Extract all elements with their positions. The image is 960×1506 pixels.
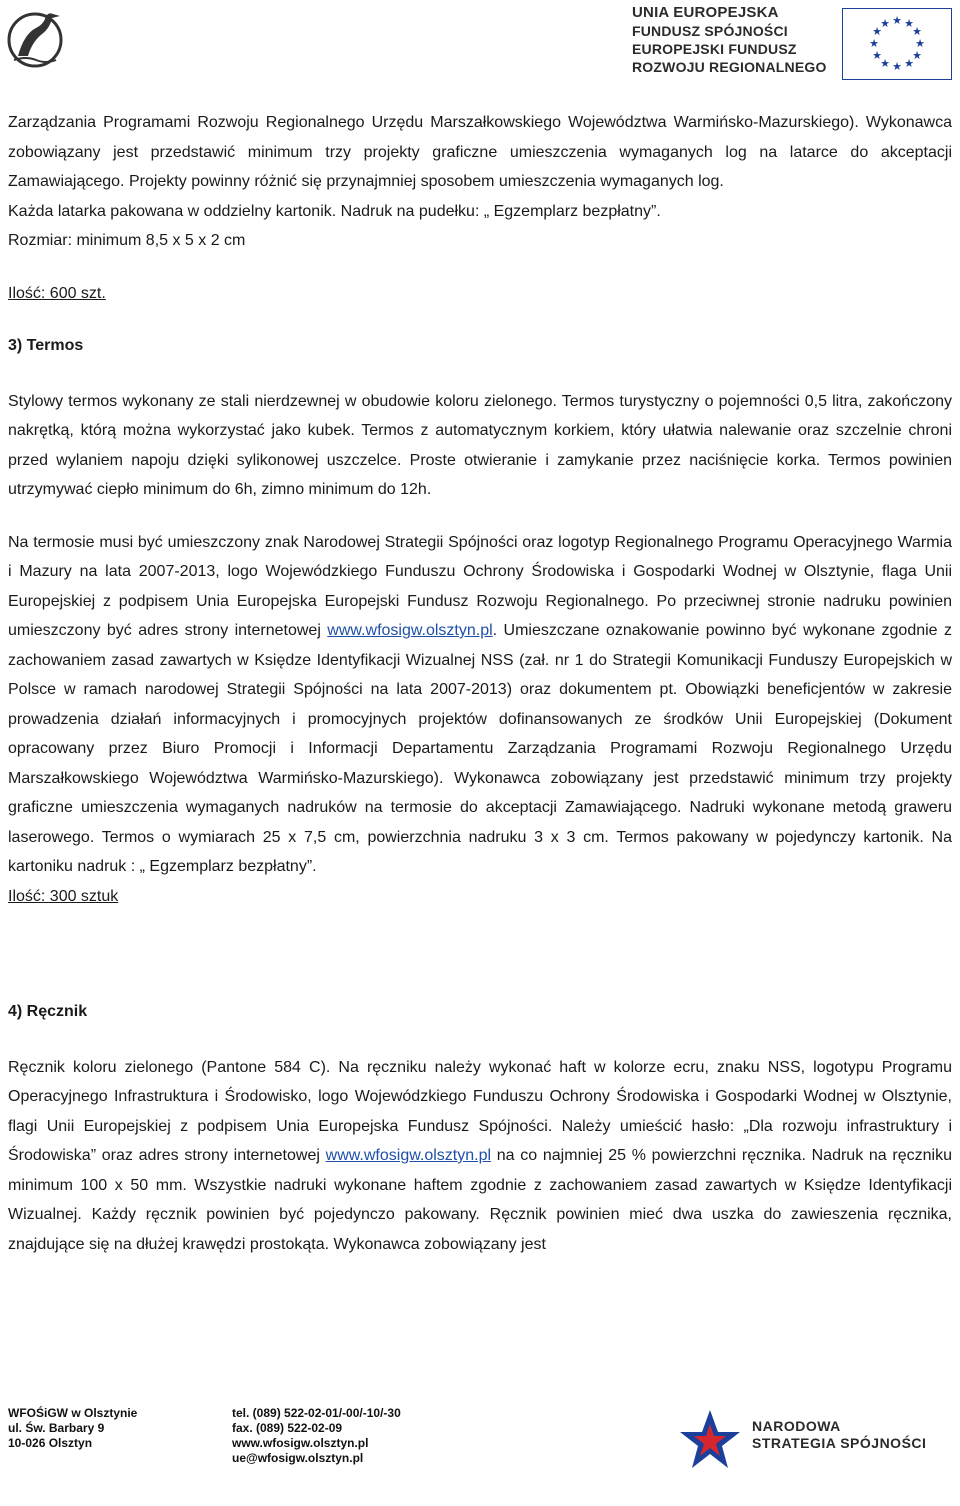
footer-line: 10-026 Olsztyn xyxy=(8,1436,93,1450)
quantity-latarka: Ilość: 600 szt. xyxy=(8,284,106,302)
quantity-termos: Ilość: 300 sztuk xyxy=(8,887,119,905)
eu-line: ROZWOJU REGIONALNEGO xyxy=(632,59,827,75)
paragraph-termos-description: Stylowy termos wykonany ze stali nierdzewnej w obudowie koloru zielonego. Termos turystyczny o pojemności 0,5 litra, zakończony nakrętką, którą można wykorzystać jako kubek. Termos z automatycznym korkiem, który ułatwia nalewanie oraz szczelnie chroni przed wylaniem napoju dzięki sylikonowej uszczelce. Proste otwieranie i zamykanie przez naciśnięcie korka. Termos powinien utrzymywać ciepło minimum do 6h, zimno minimum do 12h. xyxy=(8,392,952,498)
footer-line: ul. Św. Barbary 9 xyxy=(8,1421,105,1435)
paragraph-latarka-packaging: Każda latarka pakowana w oddzielny kartonik. Nadruk na pudełku: „ Egzemplarz bezpłatny”. xyxy=(8,202,661,220)
paragraph-termos-marking xyxy=(8,528,952,882)
svg-text:★: ★ xyxy=(880,17,890,30)
paragraph-latarka-logos: Zarządzania Programami Rozwoju Regionalnego Urzędu Marszałkowskiego Województwa Warmińsko-Mazurskiego). Wykonawca zobowiązany jest przedstawić minimum trzy projekty graficzne umieszczenia wymaganych log na latarce do akceptacji Zamawiającego. Projekty powinny różnić się przynajmniej sposobem umieszczenia wymaganych log. xyxy=(8,114,952,190)
footer-address xyxy=(8,1406,137,1451)
nss-logo-icon xyxy=(680,1406,740,1476)
paragraph-text: . Umieszczane oznakowanie powinno być wykonane zgodnie z zachowaniem zasad zawartych w Księdze Identyfikacji Wizualnej NSS (zał. nr 1 do Strategii Komunikacji Funduszy Europejskich w Polsce w ramach narodowej Strategii Spójności na lata 2007-2013) oraz dokumentem pt. Obowiązki beneficjentów w zakresie prowadzenia działań informacyjnych i promocyjnych projektów dofinansowanych ze środków Unii Europejskiej (Dokument opracowany przez Biuro Promocji i Informacji Departamentu Zarządzania Programami Rozwoju Regionalnego Urzędu Marszałkowskiego Województwa Warmińsko-Mazurskiego). Wykonawca zobowiązany jest przedstawić minimum trzy projekty graficzne umieszczenia wymaganych nadruków na termosie do akceptacji Zamawiającego. Nadruki wykonane metodą graweru laserowego. Termos o wymiarach 25 x 7,5 cm, powierzchnia nadruku 3 x 3 cm. Termos pakowany w pojedynczy kartonik. Na kartoniku nadruk : „ Egzemplarz bezpłatny”. xyxy=(8,622,952,875)
svg-text:★: ★ xyxy=(912,49,922,62)
paragraph-recznik xyxy=(8,1053,952,1260)
footer-line: WFOŚiGW w Olsztynie xyxy=(8,1406,138,1420)
svg-text:★: ★ xyxy=(872,49,882,62)
document-body xyxy=(8,108,952,1259)
eu-line: FUNDUSZ SPÓJNOŚCI xyxy=(632,23,788,39)
website-link[interactable]: www.wfosigw.olsztyn.pl xyxy=(327,622,493,639)
page-header xyxy=(0,0,960,90)
footer-contact xyxy=(232,1406,401,1466)
website-link[interactable]: www.wfosigw.olsztyn.pl xyxy=(325,1147,492,1164)
paragraph-text: na co najmniej 25 % powierzchni ręcznika. Nadruk na ręczniku minimum 100 x 50 mm. Wszystkie nadruki wykonane haftem zgodnie z zachowaniem zasad zawartych w Księdze Identyfikacji Wizualnej. Każdy ręcznik powinien być pojedynczo pakowany. Ręcznik powinien mieć dwa uszka do zawieszenia ręcznika, znajdujące się na dłużej krawędzi prostokąta. Wykonawca zobowiązany jest xyxy=(8,1147,953,1253)
heron-logo-icon xyxy=(6,4,64,76)
eu-line: UNIA EUROPEJSKA xyxy=(632,4,779,21)
svg-text:★: ★ xyxy=(915,37,925,50)
eu-line: EUROPEJSKI FUNDUSZ xyxy=(632,41,797,57)
footer-line: tel. (089) 522-02-01/-00/-10/-30 xyxy=(232,1406,401,1420)
svg-text:★: ★ xyxy=(892,14,902,27)
section-heading-termos: 3) Termos xyxy=(8,337,84,354)
paragraph-text: Ręcznik koloru zielonego (Pantone 584 C). Na ręczniku należy wykonać haft w kolorze ecru, znaku NSS, logotypu Programu Operacyjnego Infrastruktura i Środowisko, logo Wojewódzkiego Funduszu Ochrony Środowiska i Gospodarki Wodnej w Olsztynie, flagi Unii Europejskiej z podpisem Unia Europejska Fundusz Spójności. Należy umieścić hasło: „Dla rozwoju infrastruktury i Środowiska” oraz adres strony internetowej xyxy=(8,1058,952,1164)
footer-line: fax. (089) 522-02-09 xyxy=(232,1421,343,1435)
nss-line: NARODOWA xyxy=(752,1418,841,1434)
svg-text:★: ★ xyxy=(869,37,879,50)
page-footer xyxy=(0,1400,960,1506)
svg-text:★: ★ xyxy=(904,57,914,70)
eu-flag-icon xyxy=(842,8,952,80)
eu-logo xyxy=(632,4,954,80)
eu-logo-text xyxy=(632,4,832,76)
svg-text:★: ★ xyxy=(904,17,914,30)
svg-text:★: ★ xyxy=(892,60,902,73)
svg-text:★: ★ xyxy=(872,25,882,38)
nss-logo-text xyxy=(752,1418,926,1452)
footer-line: ue@wfosigw.olsztyn.pl xyxy=(232,1451,364,1465)
svg-text:★: ★ xyxy=(880,57,890,70)
paragraph-text: Na termosie musi być umieszczony znak Narodowej Strategii Spójności oraz logotyp Regionalnego Programu Operacyjnego Warmia i Mazury na lata 2007-2013, logo Wojewódzkiego Funduszu Ochrony Środowiska i Gospodarki Wodnej w Olsztynie, flaga Unii Europejskiej z podpisem Unia Europejska Europejski Fundusz Rozwoju Regionalnego. Po przeciwnej stronie nadruku powinien umieszczony być adres strony internetowej xyxy=(8,533,952,639)
svg-text:★: ★ xyxy=(912,25,922,38)
paragraph-latarka-size: Rozmiar: minimum 8,5 x 5 x 2 cm xyxy=(8,232,246,249)
section-heading-recznik: 4) Ręcznik xyxy=(8,1003,88,1020)
nss-line: STRATEGIA SPÓJNOŚCI xyxy=(752,1435,927,1451)
footer-line: www.wfosigw.olsztyn.pl xyxy=(232,1436,369,1450)
